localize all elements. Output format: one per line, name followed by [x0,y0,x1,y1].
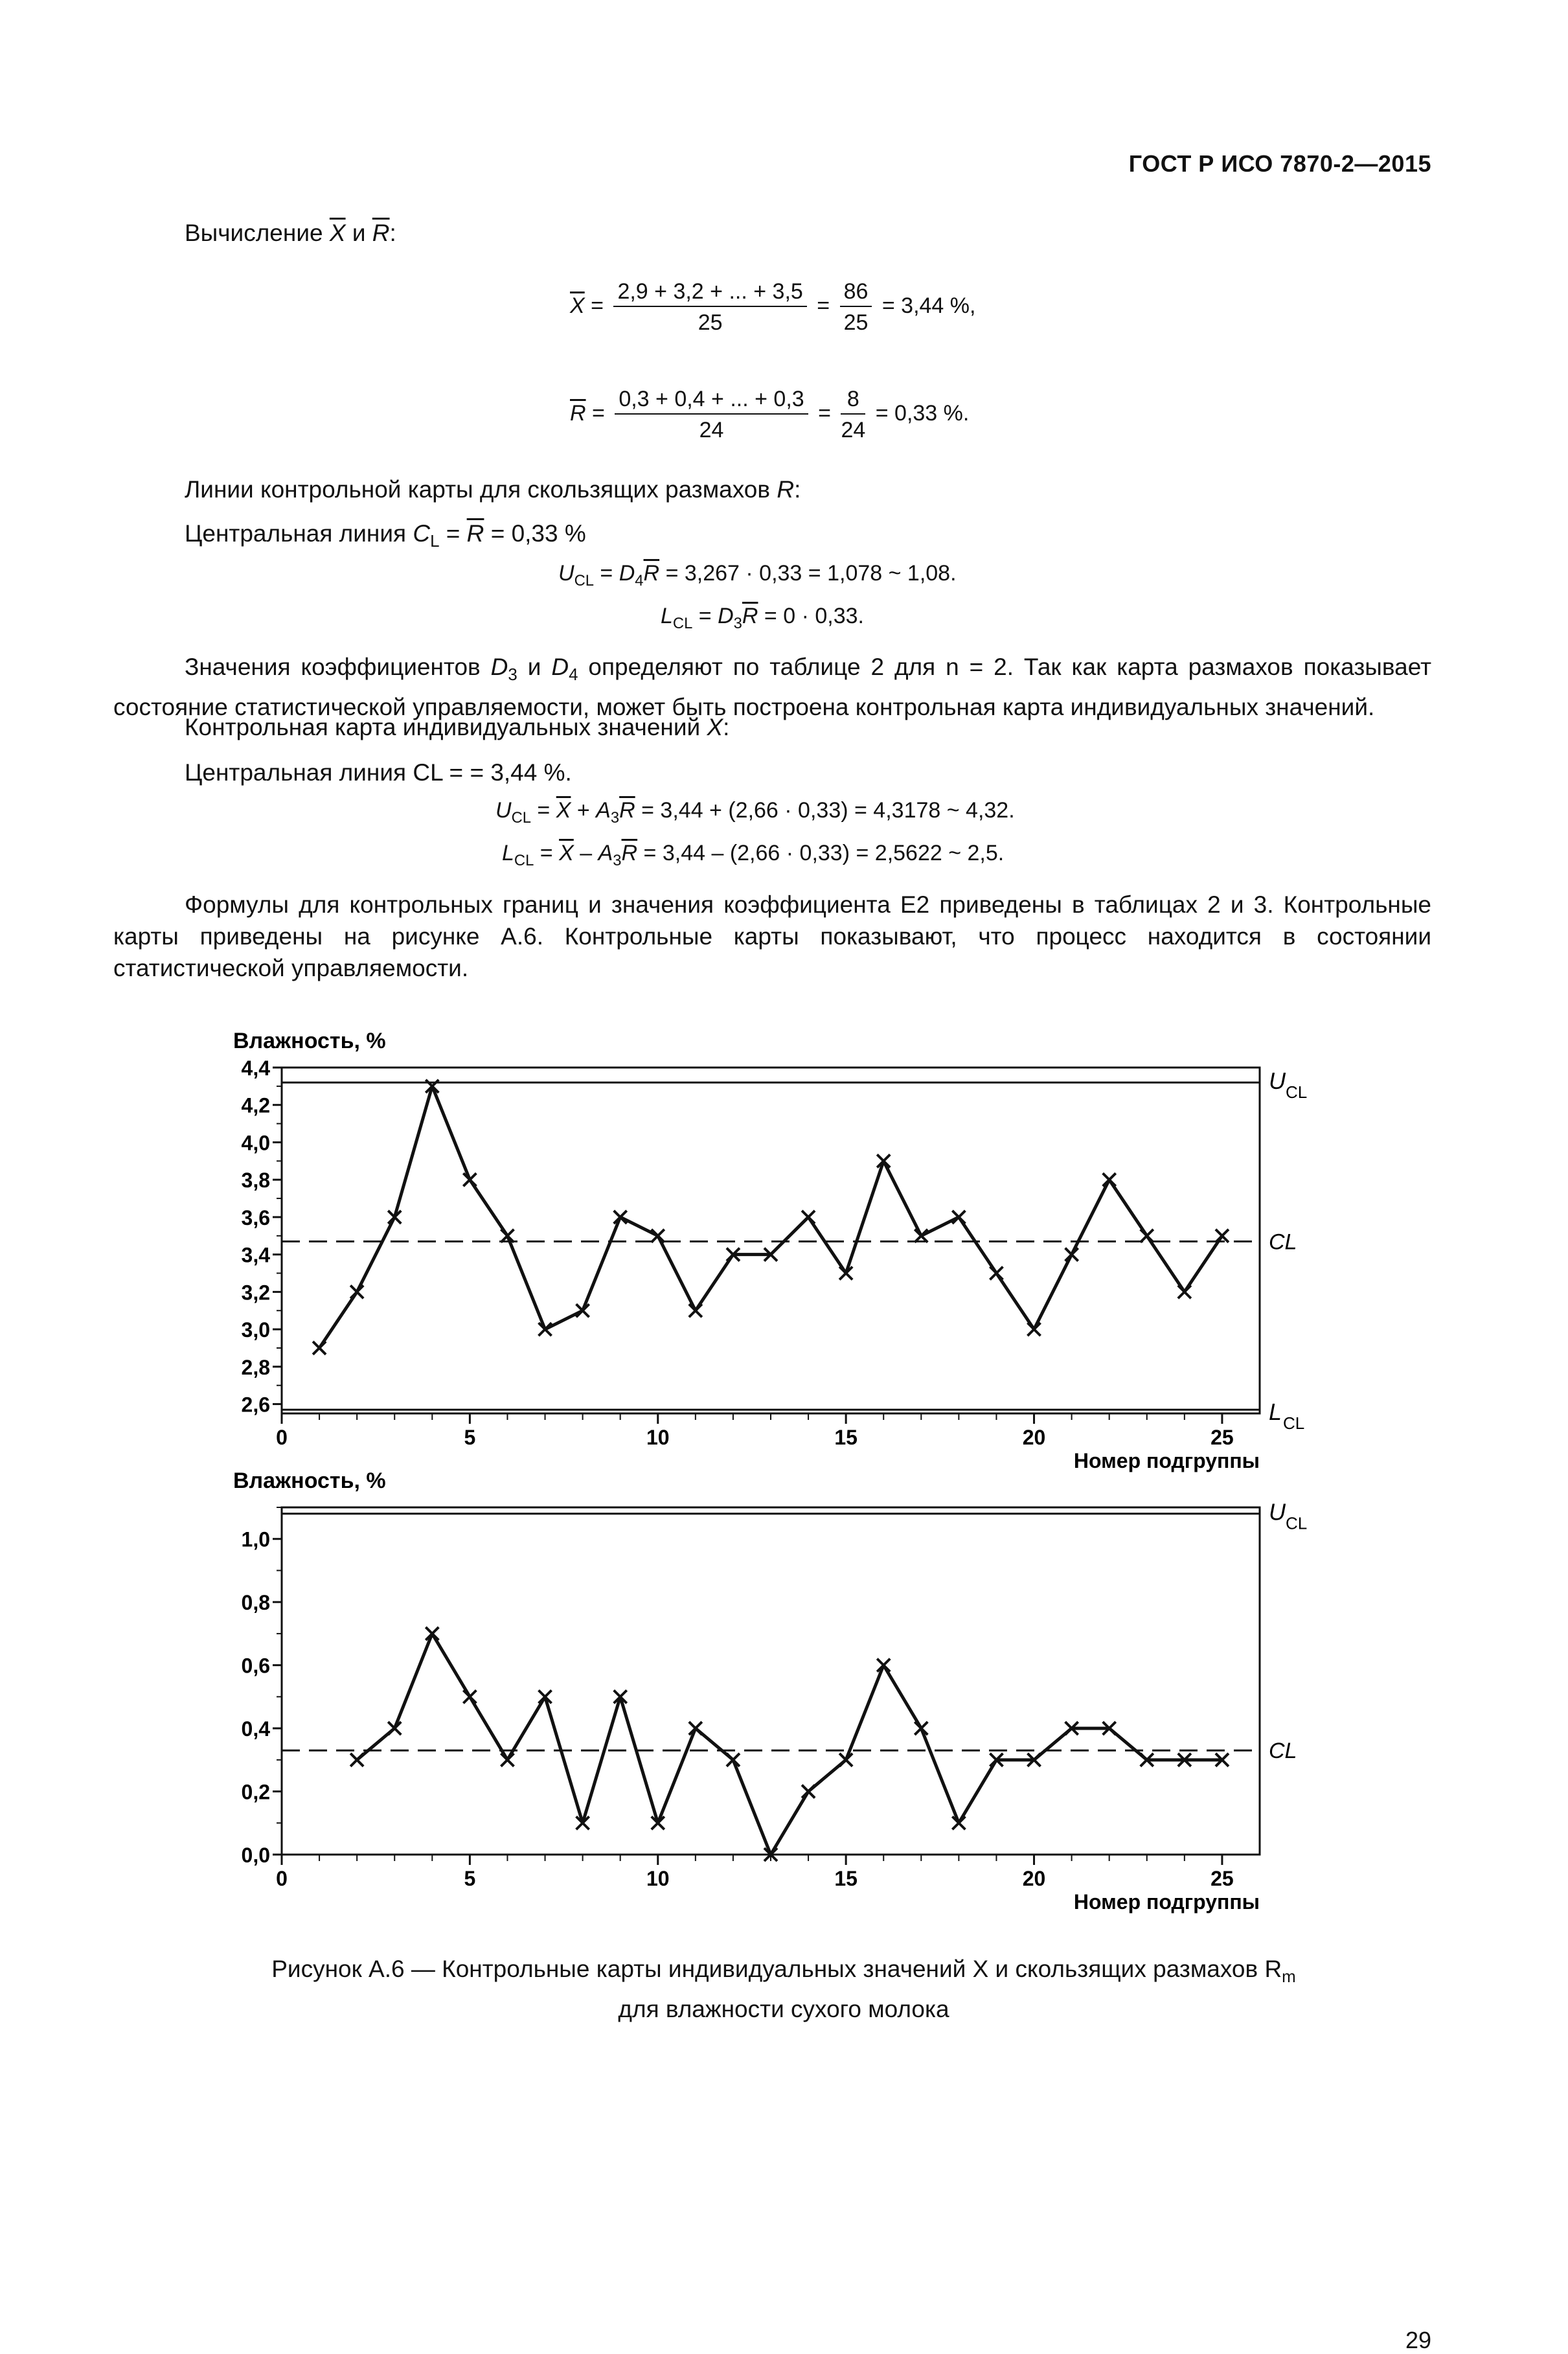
data-point [1216,1229,1229,1242]
r-center-value: = 0,33 % [490,520,586,547]
coef-prefix: Значения коэффициентов [185,654,481,680]
data-point [350,1285,363,1298]
data-point [539,1323,552,1336]
caption-line1-text: Рисунок А.6 — Контрольные карты индивидуальных значений X и скользящих размахов R [271,1956,1282,1982]
y-tick-label: 4,2 [241,1093,270,1117]
data-point [652,1229,665,1242]
r-lcl-value: = 0 · 0,33. [764,604,864,628]
x-tick-label: 10 [646,1867,670,1890]
y-tick-label: 2,6 [241,1393,270,1417]
xbar-result: = 3,44 %, [881,293,976,318]
data-point [463,1173,476,1186]
data-point [501,1229,514,1242]
x-lcl-formula: $L_{CL} = \overline{X} - A_3\overline{R} = 3,44 - (2,66 \cdot 0,33) = 2,5622$ ~ 2,5. [502,841,1005,869]
x-tick-label: 15 [834,1426,858,1449]
rbar-result: = 0,33 %. [875,400,970,426]
data-point [802,1785,815,1798]
xbar-numerator: 2,9 + 3,2 + ... + 3,5 [613,279,806,307]
y-tick-label: 3,6 [241,1206,270,1229]
y-tick-label: 0,2 [241,1780,270,1804]
x-chart-title: Контрольная карта индивидуальных значений X: [185,714,730,740]
x-axis-label: Номер подгруппы [1073,1890,1260,1914]
xbar-den2: 25 [843,310,869,335]
y-axis-label: Влажность, % [233,1029,386,1053]
plot-frame [282,1507,1260,1855]
cl-label: CL [1269,1739,1297,1764]
calc-and: и [352,220,366,246]
y-tick-label: 1,0 [241,1527,270,1551]
x-tick-label: 5 [464,1867,476,1890]
data-point [802,1211,815,1224]
data-point [990,1267,1003,1280]
r-center-line-text: Центральная линия [185,520,407,547]
x-chart-title-text: Контрольная карта индивидуальных значений [185,714,701,740]
data-point [350,1754,363,1766]
xbar-symbol: $\overline{X}$ [329,220,346,246]
caption-line1-sub: m [1282,1968,1296,1986]
data-point [952,1816,965,1829]
y-tick-label: 0,0 [241,1844,270,1867]
xbar-denominator: 25 [698,310,723,335]
r-center-line: Центральная линия $C_L = \overline{R} = 0,33$ % [185,520,586,551]
data-point [1065,1248,1078,1261]
r-ucl-value: = 3,267 · 0,33 = 1,078 ~ 1,08. [665,561,957,586]
data-point [877,1659,890,1672]
y-tick-label: 3,8 [241,1169,270,1193]
xbar-formula: $\overline{X}$ = $\frac{2,9 + 3,2 + ... + 3,5}{25}$ = $\frac{86}{25}$ = 3,44 %, [570,279,976,335]
y-tick-label: 0,6 [241,1654,270,1678]
y-tick-label: 3,4 [241,1243,270,1267]
rlines-title-text: Линии контрольной карты для скользящих размахов [185,476,771,503]
caption-line2: для влажности сухого молока [618,1996,949,2022]
data-point [727,1754,740,1766]
caption-line1 [149,1953,1418,1993]
ucl-label: U [1269,1068,1286,1095]
x-ucl-formula: $U_{CL} = \overline{X} + A_3\overline{R} = 3,44 + (2,66 \cdot 0,33) = 4,3178$ ~ 4,32. [495,798,1015,827]
calc-colon: : [389,220,396,246]
y-tick-label: 2,8 [241,1355,270,1379]
x-control-chart [214,1011,1315,1477]
r-control-chart [214,1467,1315,1921]
x-lcl-value: = 3,44 – (2,66 · 0,33) = 2,5622 ~ 2,5. [643,841,1005,865]
data-point [915,1722,927,1735]
y-tick-label: 4,0 [241,1131,270,1155]
rbar-num2: 8 [841,386,865,415]
data-point [501,1754,514,1766]
ucl-label: U [1269,1498,1286,1526]
rbar-numerator: 0,3 + 0,4 + ... + 0,3 [615,386,808,415]
cl-label: CL [1269,1229,1297,1255]
data-point [463,1690,476,1703]
x-tick-label: 0 [276,1426,288,1449]
rbar-denominator: 24 [699,418,724,442]
data-point [1141,1229,1153,1242]
data-point [689,1304,702,1317]
lcl-label-sub: CL [1283,1413,1305,1434]
y-tick-label: 3,0 [241,1318,270,1342]
y-tick-label: 4,4 [241,1057,270,1080]
data-point [1028,1323,1041,1336]
data-point [689,1722,702,1735]
rbar-formula: $\overline{R}$ = $\frac{0,3 + 0,4 + ... + 0,3}{24}$ = $\frac{8}{24}$ = 0,33 %. [570,387,970,442]
data-point [1178,1285,1191,1298]
data-point [388,1722,401,1735]
document-header: ГОСТ Р ИСО 7870-2—2015 [1128,150,1431,177]
data-point [915,1229,927,1242]
x-tick-label: 25 [1210,1867,1234,1890]
figure-caption [149,1953,1418,2026]
calc-intro [185,215,396,251]
x-tick-label: 20 [1022,1867,1046,1890]
y-tick-label: 0,8 [241,1591,270,1615]
x-tick-label: 15 [834,1867,858,1890]
data-point [952,1211,965,1224]
formulas-paragraph: Формулы для контрольных границ и значения коэффициента E2 приведены в таблицах 2 и 3. Контрольные карты приведены на рисунке А.6. Контрольные карты показывают, что процесс находится в состоянии статистической управляемости. [113,891,1431,981]
data-point [1103,1173,1116,1186]
data-line [357,1634,1222,1855]
page-number: 29 [1405,2327,1431,2353]
x-tick-label: 25 [1210,1426,1234,1449]
r-ucl-formula: $U_{CL} = D_4\overline{R} = 3,267 \cdot 0,33 = 1,078$ ~ 1,08. [558,561,957,589]
ucl-label-sub: CL [1286,1513,1308,1533]
x-tick-label: 20 [1022,1426,1046,1449]
rlines-title: Линии контрольной карты для скользящих размахов R: [185,476,801,503]
x-tick-label: 5 [464,1426,476,1449]
rbar-den2: 24 [841,418,866,442]
data-point [426,1627,438,1640]
y-tick-label: 0,4 [241,1717,270,1741]
y-axis-label: Влажность, % [233,1468,386,1493]
data-point [313,1342,326,1354]
r-lcl-formula: $L_{CL} = D_3\overline{R} = 0 \cdot 0,33$. [661,604,864,632]
data-point [576,1304,589,1317]
x-axis-label: Номер подгруппы [1073,1449,1260,1472]
y-tick-label: 3,2 [241,1281,270,1305]
x-ucl-value: = 3,44 + (2,66 · 0,33) = 4,3178 ~ 4,32. [641,798,1015,823]
x-tick-label: 0 [276,1867,288,1890]
x-center-line: Центральная линия CL = = 3,44 %. [185,759,572,786]
data-line [319,1086,1222,1348]
x-tick-label: 10 [646,1426,670,1449]
coef-paragraph: Значения коэффициентов $D_3$ и $D_4$ определяют по таблице 2 для n = 2. Так как карта размахов показывает состояние статистической управляемости, может быть построена контрольная карта индивидуальных значений. [113,654,1432,720]
lcl-label: L [1269,1399,1282,1426]
xbar-num2: 86 [840,279,872,307]
data-point [839,1754,852,1766]
ucl-label-sub: CL [1286,1082,1308,1103]
calc-intro-text: Вычисление [185,220,323,246]
rbar-symbol: $\overline{R}$ [372,220,390,246]
coef-text: определяют по таблице 2 для n = 2. Так как карта размахов показывает состояние статистической управляемости, может быть построена контрольная карта индивидуальных значений. [113,654,1432,720]
data-point [614,1211,627,1224]
